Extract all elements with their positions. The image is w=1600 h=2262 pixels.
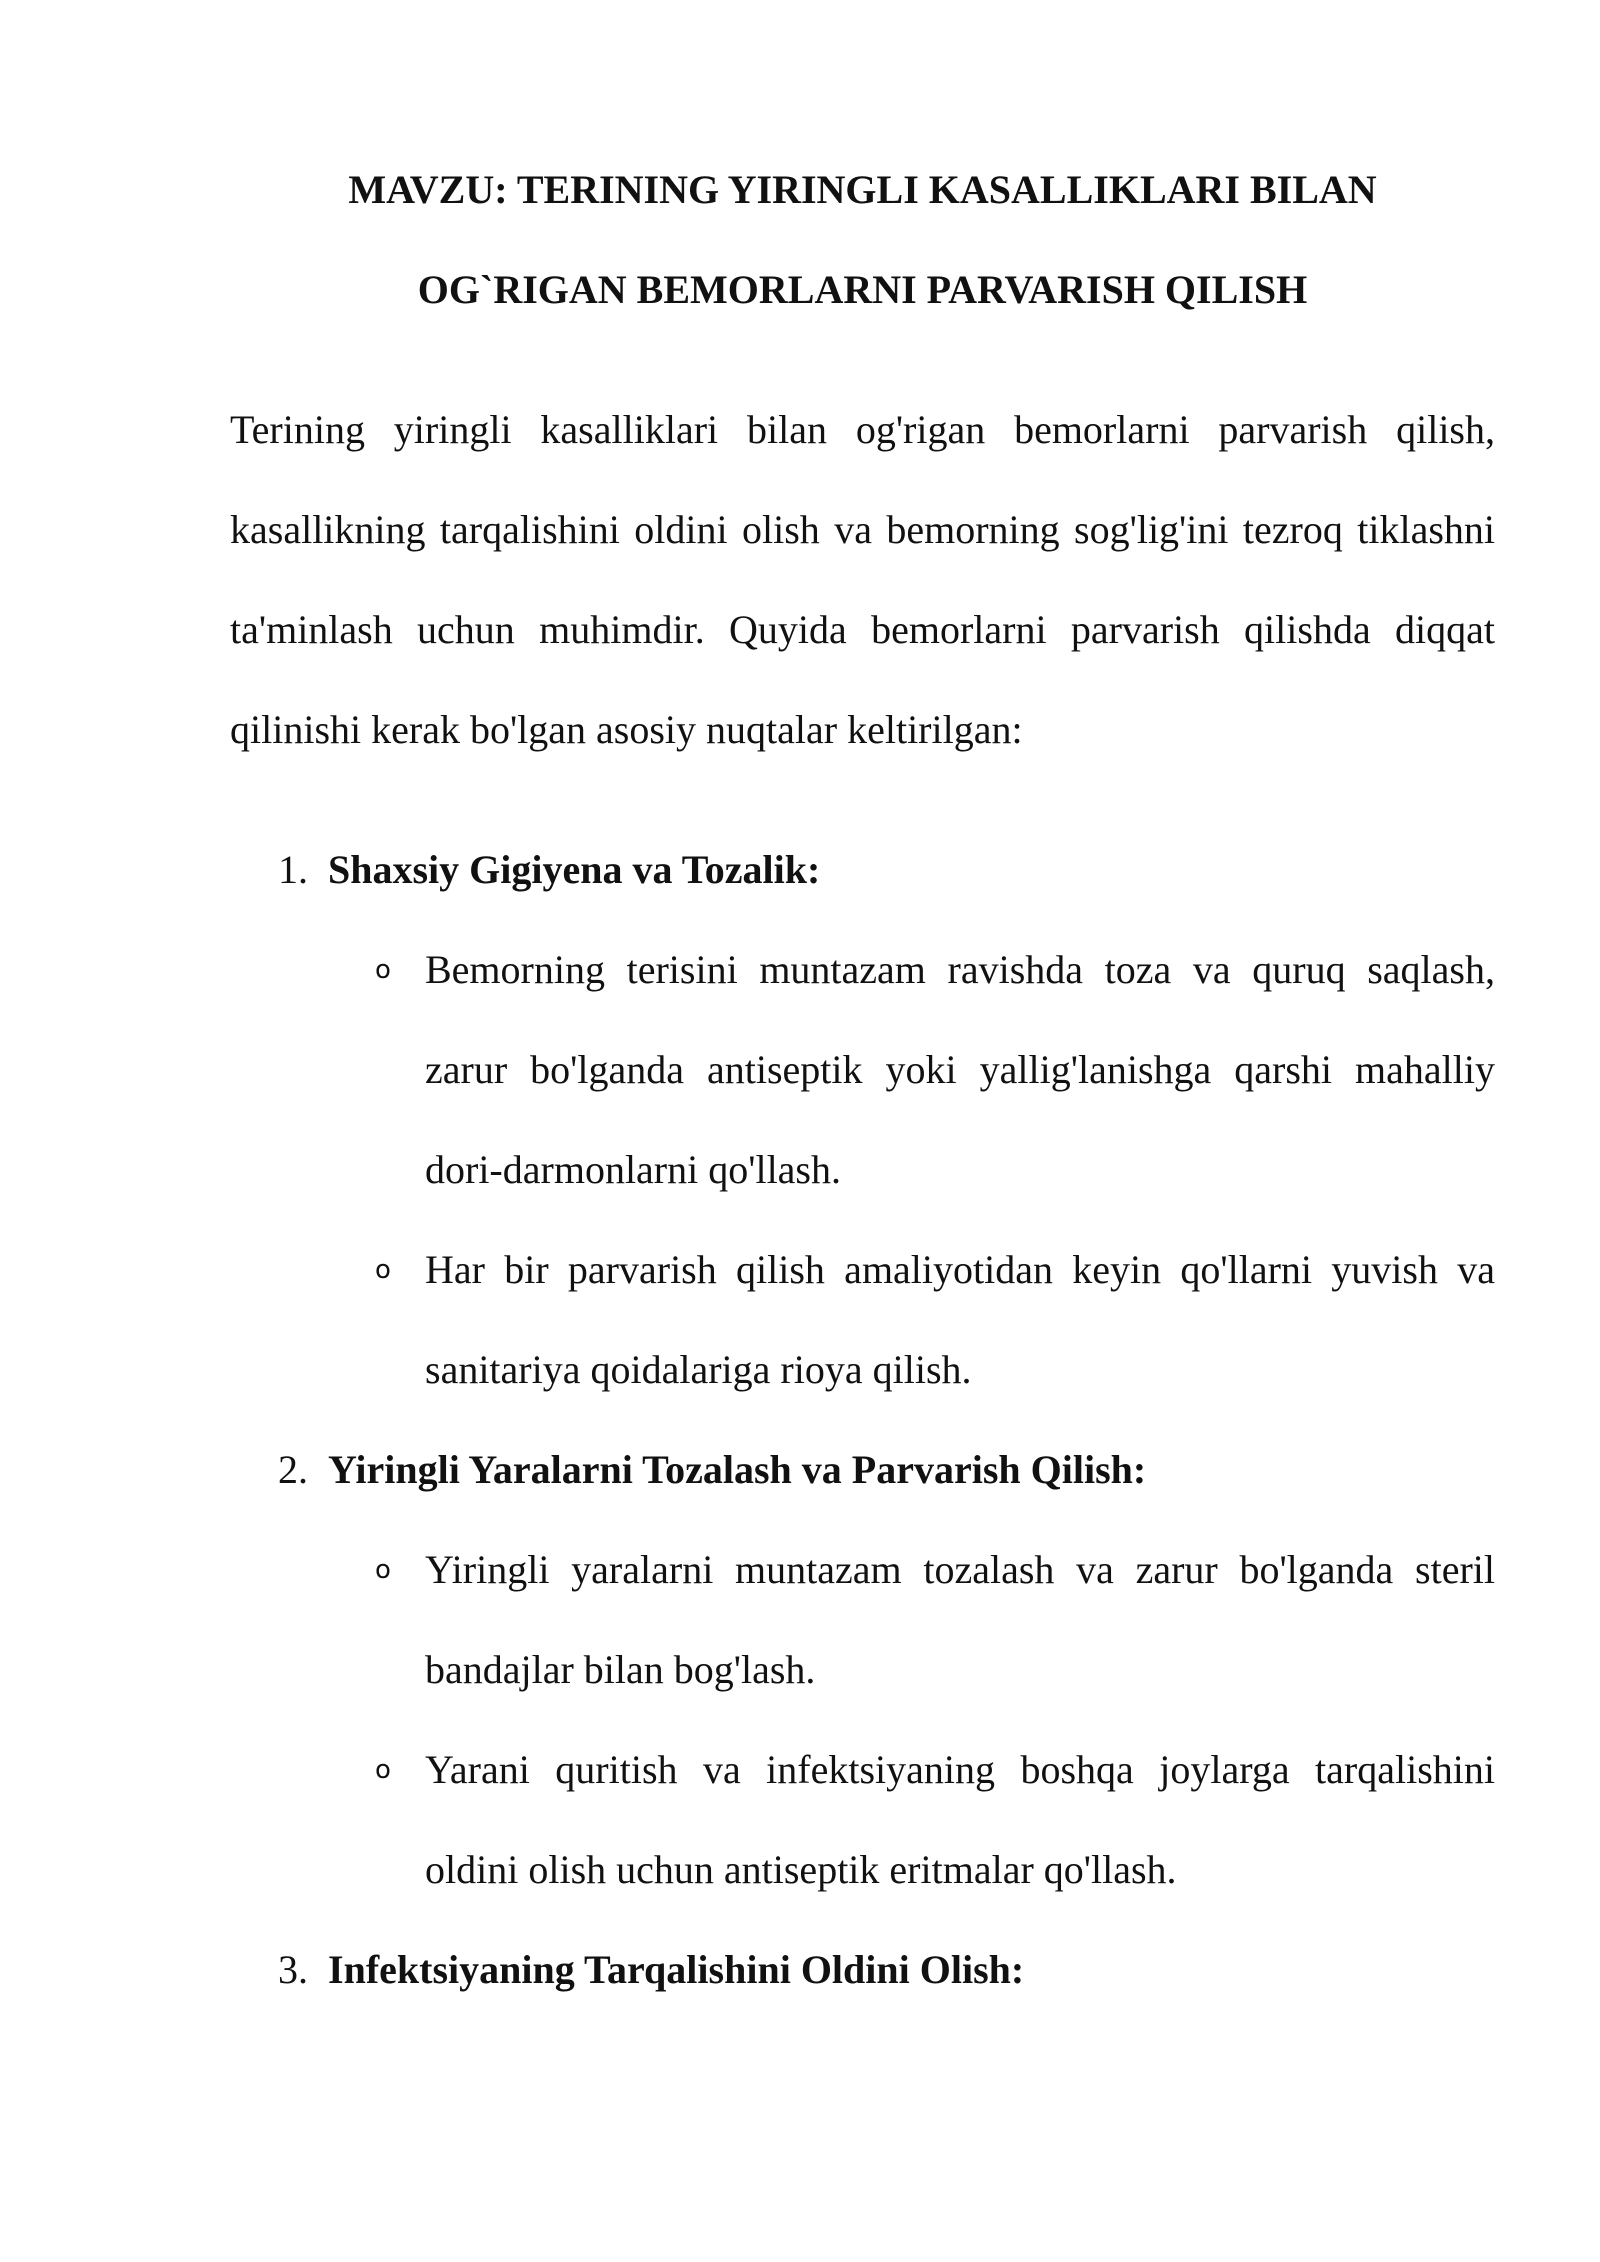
section-heading: Yiringli Yaralarni Tozalash va Parvarish Qilish: bbox=[328, 1447, 1147, 1492]
bullet-item bbox=[375, 1220, 1495, 1420]
list-item bbox=[230, 820, 1495, 1420]
bullet-circle-icon: o bbox=[375, 955, 391, 985]
list-number: 3. bbox=[278, 1947, 308, 1992]
page-title bbox=[230, 140, 1495, 340]
bullet-circle-icon: o bbox=[375, 1255, 391, 1285]
bullet-text: Har bir parvarish qilish amaliyotidan keyin qo'llarni yuvish va sanitariya qoidalariga rioya qilish. bbox=[425, 1247, 1495, 1392]
list-number: 1. bbox=[278, 847, 308, 892]
bullet-list bbox=[328, 1520, 1495, 1920]
bullet-list bbox=[328, 920, 1495, 1420]
intro-paragraph: Terining yiringli kasalliklari bilan og'rigan bemorlarni parvarish qilish, kasallikning tarqalishini oldini olish va bemorning sog'lig'ini tezroq tiklashni ta'minlash uchun muhimdir. Quyida bemorlarni parvarish qilishda diqqat qilinishi kerak bo'lgan asosiy nuqtalar keltirilgan: bbox=[230, 407, 1495, 752]
bullet-item bbox=[375, 1520, 1495, 1720]
document-page bbox=[230, 140, 1495, 2020]
list-number: 2. bbox=[278, 1447, 308, 1492]
bullet-circle-icon: o bbox=[375, 1755, 391, 1785]
bullet-text: Yarani quritish va infektsiyaning boshqa joylarga tarqalishini oldini olish uchun antiseptik eritmalar qo'llash. bbox=[425, 1747, 1495, 1892]
list-item bbox=[230, 1920, 1495, 2020]
title-line-2: OG`RIGAN BEMORLARNI PARVARISH QILISH bbox=[417, 267, 1308, 312]
bullet-text: Yiringli yaralarni muntazam tozalash va zarur bo'lganda steril bandajlar bilan bog'lash. bbox=[425, 1547, 1495, 1692]
title-line-1: MAVZU: TERINING YIRINGLI KASALLIKLARI BILAN bbox=[348, 167, 1377, 212]
section-heading: Shaxsiy Gigiyena va Tozalik: bbox=[328, 847, 821, 892]
bullet-circle-icon: o bbox=[375, 1555, 391, 1585]
section-heading: Infektsiyaning Tarqalishini Oldini Olish: bbox=[328, 1947, 1025, 1992]
numbered-list bbox=[230, 820, 1495, 2020]
list-item bbox=[230, 1420, 1495, 1920]
bullet-text: Bemorning terisini muntazam ravishda toza va quruq saqlash, zarur bo'lganda antiseptik yoki yallig'lanishga qarshi mahalliy dori-darmonlarni qo'llash. bbox=[425, 947, 1495, 1192]
bullet-item bbox=[375, 1720, 1495, 1920]
bullet-item bbox=[375, 920, 1495, 1220]
